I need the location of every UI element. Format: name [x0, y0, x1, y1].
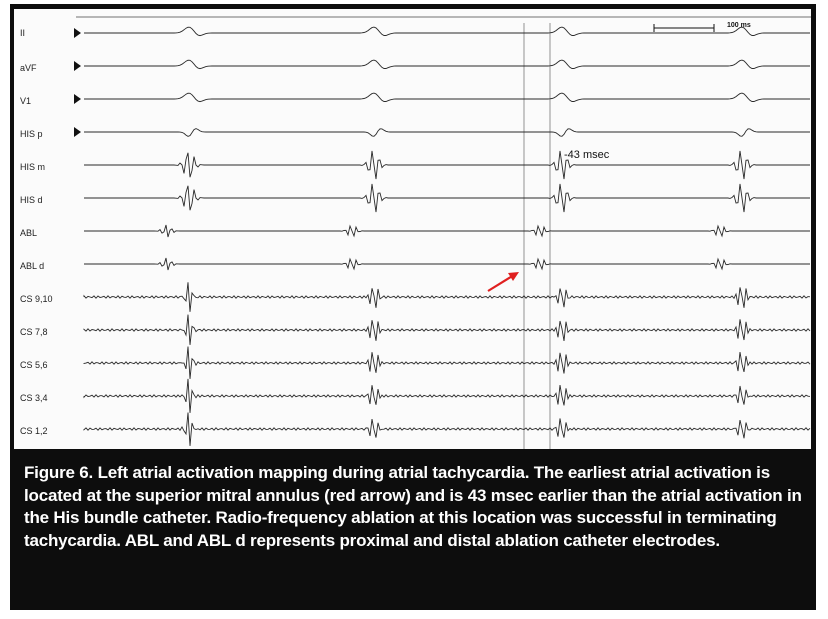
lead-trace-12	[84, 413, 810, 446]
lead-label-cs-3-4: CS 3,4	[20, 393, 48, 403]
lead-trace-5	[84, 184, 810, 212]
lead-label-his-m: HIS m	[20, 162, 46, 172]
lead-trace-8	[84, 282, 810, 312]
lead-marker-triangle	[74, 61, 81, 71]
lead-marker-triangle	[74, 28, 81, 38]
lead-trace-10	[84, 347, 810, 379]
lead-label-abl: ABL	[20, 228, 38, 238]
lead-label-cs-9-10: CS 9,10	[20, 294, 53, 304]
lead-trace-2	[84, 93, 810, 102]
red-arrow-shaft	[488, 275, 514, 291]
lead-label-cs-5-6: CS 5,6	[20, 360, 48, 370]
lead-trace-7	[84, 258, 810, 270]
ecg-tracing-svg	[14, 9, 811, 449]
lead-label-ii: II	[20, 28, 26, 38]
scale-bar-label: 100 ms	[727, 22, 751, 29]
lead-trace-4	[84, 151, 810, 179]
activation-interval-label: -43 msec	[564, 149, 610, 161]
lead-marker-triangle	[74, 127, 81, 137]
lead-label-v1: V1	[20, 96, 32, 106]
lead-trace-6	[84, 225, 810, 237]
ecg-tracing-panel	[14, 9, 811, 449]
lead-label-avf: aVF	[20, 63, 37, 73]
figure-caption: Figure 6. Left atrial activation mapping during atrial tachycardia. The earliest atrial activation is located at the superior mitral annulus (red arrow) and is 43 msec earlier than the atrial activation in the His bundle catheter. Radio-frequency ablation at this location was successful in terminating tachycardia. ABL and ABL d represents proximal and distal ablation catheter electrodes.	[24, 463, 802, 550]
lead-label-his-d: HIS d	[20, 195, 43, 205]
lead-label-his-p: HIS p	[20, 129, 43, 139]
lead-trace-9	[84, 315, 810, 345]
lead-trace-3	[84, 129, 810, 137]
lead-trace-1	[84, 60, 810, 69]
lead-marker-triangle	[74, 94, 81, 104]
lead-trace-11	[84, 379, 810, 413]
lead-label-cs-1-2: CS 1,2	[20, 426, 48, 436]
lead-label-cs-7-8: CS 7,8	[20, 327, 48, 337]
lead-label-abl-d: ABL d	[20, 261, 45, 271]
